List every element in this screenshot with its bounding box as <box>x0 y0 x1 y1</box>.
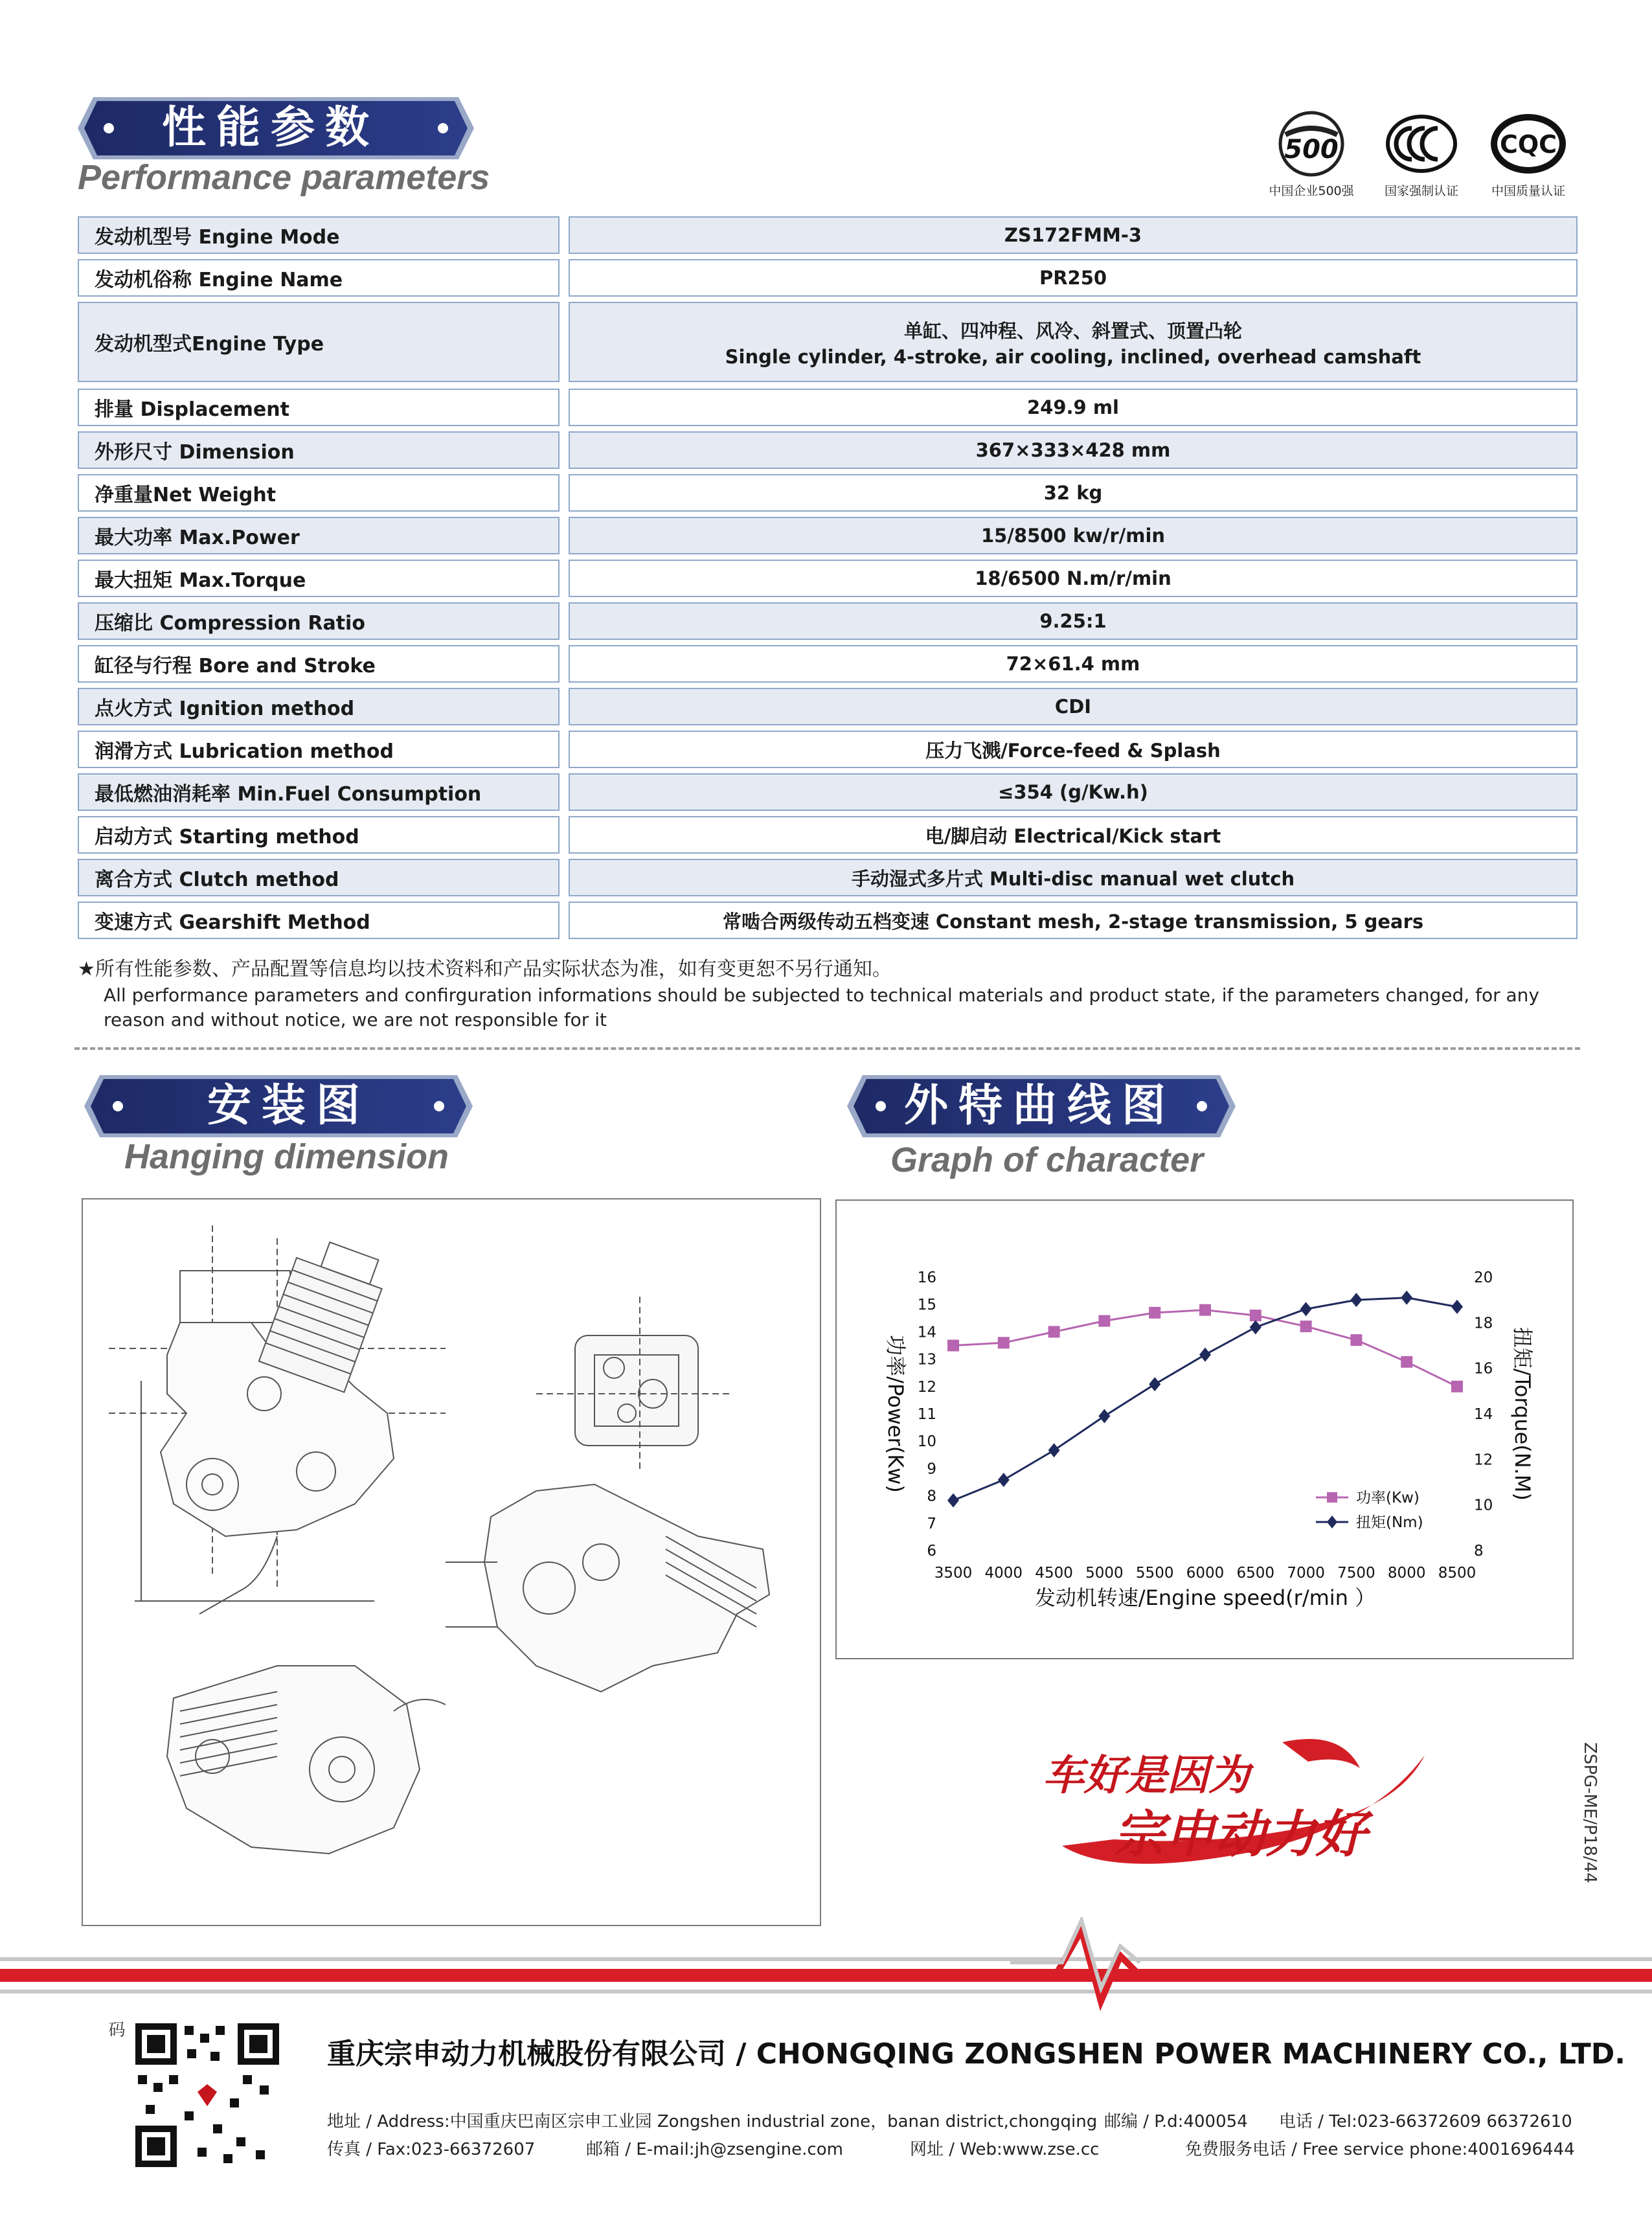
spec-row <box>78 645 1578 683</box>
spec-row <box>78 816 1578 854</box>
x-tick-label: 3500 <box>934 1565 973 1582</box>
data-point-torque <box>1199 1348 1211 1362</box>
spec-label: 离合方式 Clutch method <box>78 859 560 896</box>
cqc-certification-logo-icon <box>1480 109 1577 180</box>
footer-tel: 电话 / Tel:023-66372609 66372610 <box>1279 2112 1572 2131</box>
section-title: 外特曲线图 <box>904 1080 1177 1131</box>
spec-row <box>78 560 1578 597</box>
spec-row <box>78 602 1578 640</box>
cert-logo-cqc <box>1480 109 1577 199</box>
x-tick-label: 4500 <box>1035 1565 1073 1582</box>
y2-tick-label: 12 <box>1474 1451 1493 1469</box>
spec-value: 249.9 ml <box>569 389 1578 426</box>
spec-label: 变速方式 Gearshift Method <box>78 902 560 939</box>
x-tick-label: 7500 <box>1337 1565 1375 1582</box>
section-title: 安装图 <box>207 1080 371 1131</box>
data-point-power <box>1401 1356 1412 1368</box>
spec-value: 压力飞溅/Force-feed & Splash <box>569 731 1578 768</box>
data-point-torque <box>1350 1293 1362 1307</box>
spec-value: 18/6500 N.m/r/min <box>569 560 1578 597</box>
spec-row <box>78 902 1578 939</box>
qr-caption: 码 <box>106 2021 125 2038</box>
y-tick-label: 8 <box>927 1488 936 1505</box>
spec-row <box>78 517 1578 554</box>
spec-row <box>78 688 1578 725</box>
y2-axis-label: 扭矩/Torque(N.M) <box>1510 1326 1535 1501</box>
wechat-qr-code-icon <box>133 2021 282 2170</box>
data-point-torque <box>1149 1377 1160 1391</box>
spec-value: PR250 <box>569 259 1578 297</box>
disclaimer-en-line2: reason and without notice, we are not responsible for it <box>104 1009 607 1030</box>
y-tick-label: 7 <box>927 1515 936 1532</box>
engine-performance-chart <box>837 1201 1572 1658</box>
spec-value: 32 kg <box>569 474 1578 512</box>
y-tick-label: 12 <box>917 1378 936 1396</box>
spec-value-en: Single cylinder, 4-stroke, air cooling, inclined, overhead camshaft <box>725 345 1421 368</box>
brand-slogan <box>1036 1729 1451 1878</box>
side-code: ZSPG-ME/P18/44 <box>1580 1742 1600 1883</box>
data-point-power <box>1048 1326 1060 1337</box>
footer-web: 网址 / Web:www.zse.cc <box>910 2140 1100 2159</box>
data-point-power <box>1250 1310 1262 1321</box>
data-point-torque <box>1451 1300 1463 1314</box>
y-tick-label: 14 <box>917 1324 936 1341</box>
legend-label: 扭矩(Nm) <box>1356 1514 1423 1531</box>
spec-label: 启动方式 Starting method <box>78 816 560 854</box>
spec-label: 最大功率 Max.Power <box>78 517 560 554</box>
cert-caption: 国家强制认证 <box>1384 184 1458 198</box>
data-point-torque <box>1300 1302 1312 1316</box>
spec-row <box>78 731 1578 768</box>
data-point-torque <box>1098 1409 1110 1424</box>
y-tick-label: 10 <box>917 1433 936 1451</box>
cert-badge-text: CQC <box>1499 130 1557 159</box>
data-point-torque <box>1048 1443 1060 1457</box>
footer-fax: 传真 / Fax:023-66372607 <box>327 2140 536 2159</box>
spec-row <box>78 216 1578 254</box>
spec-value: 常啮合两级传动五档变速 Constant mesh, 2-stage transmission, 5 gears <box>569 902 1578 939</box>
spec-label: 点火方式 Ignition method <box>78 688 560 725</box>
spec-label: 排量 Displacement <box>78 389 560 426</box>
data-point-torque <box>998 1473 1010 1487</box>
legend-marker <box>1327 1516 1337 1528</box>
spec-label: 缸径与行程 Bore and Stroke <box>78 645 560 683</box>
section-subtitle: Graph of character <box>890 1141 1204 1179</box>
spec-row <box>78 859 1578 896</box>
spec-label: 外形尺寸 Dimension <box>78 431 560 469</box>
data-point-power <box>998 1337 1010 1348</box>
x-tick-label: 8500 <box>1438 1565 1477 1582</box>
data-point-power <box>947 1340 959 1352</box>
x-tick-label: 7000 <box>1287 1565 1325 1582</box>
x-tick-label: 6000 <box>1186 1565 1225 1582</box>
spec-value: 72×61.4 mm <box>569 645 1578 683</box>
section-subtitle: Performance parameters <box>78 158 490 197</box>
company-name: 重庆宗申动力机械股份有限公司 / CHONGQING ZONGSHEN POWER MACHINERY CO., LTD. <box>327 2038 1625 2071</box>
spec-value: CDI <box>569 688 1578 725</box>
x-tick-label: 4000 <box>984 1565 1023 1582</box>
data-point-torque <box>1250 1320 1262 1334</box>
series-line-2 <box>953 1298 1457 1501</box>
y-tick-label: 6 <box>927 1543 936 1560</box>
spec-label: 发动机俗称 Engine Name <box>78 259 560 297</box>
spec-label: 发动机型式Engine Type <box>78 302 560 382</box>
y2-tick-label: 8 <box>1474 1543 1484 1560</box>
section-title: 性能参数 <box>162 102 380 153</box>
cert-badge-text: 500 <box>1284 135 1339 165</box>
data-point-power <box>1300 1321 1312 1332</box>
footer-heartbeat-band <box>0 1917 1652 2021</box>
data-point-power <box>1199 1304 1211 1316</box>
spec-value-cn: 单缸、四冲程、风冷、斜置式、顶置凸轮 <box>903 319 1242 342</box>
spec-value: 电/脚启动 Electrical/Kick start <box>569 816 1578 854</box>
legend-marker <box>1327 1492 1337 1503</box>
footer-service-phone: 免费服务电话 / Free service phone:4001696444 <box>1185 2140 1575 2159</box>
section-divider <box>74 1047 1580 1050</box>
spec-value: 15/8500 kw/r/min <box>569 517 1578 554</box>
ccc-certification-logo-icon <box>1373 109 1470 180</box>
data-point-power <box>1149 1307 1160 1319</box>
slogan-line2: 宗申动力好 <box>1114 1806 1367 1864</box>
x-axis-label: 发动机转速/Engine speed(r/min ） <box>1034 1585 1376 1610</box>
data-point-power <box>1451 1381 1463 1392</box>
disclaimer-en-line1: All performance parameters and confirguration informations should be subjected to technical materials and product state, if the parameters changed, for any <box>104 984 1539 1006</box>
x-tick-label: 5500 <box>1135 1565 1174 1582</box>
x-tick-label: 5000 <box>1085 1565 1124 1582</box>
slogan-line1: 车好是因为 <box>1043 1752 1250 1800</box>
y2-tick-label: 20 <box>1474 1269 1493 1286</box>
footer-postcode: 邮编 / P.d:400054 <box>1104 2112 1248 2131</box>
spec-row <box>78 431 1578 469</box>
y2-tick-label: 16 <box>1474 1360 1493 1378</box>
spec-row <box>78 302 1578 382</box>
spec-label: 最大扭矩 Max.Torque <box>78 560 560 597</box>
spec-value <box>569 302 1578 382</box>
spec-label: 发动机型号 Engine Mode <box>78 216 560 254</box>
y-tick-label: 11 <box>917 1406 936 1423</box>
y-tick-label: 13 <box>917 1351 936 1369</box>
x-tick-label: 6500 <box>1236 1565 1275 1582</box>
footer-email: 邮箱 / E-mail:jh@zsengine.com <box>586 2140 843 2159</box>
spec-label: 压缩比 Compression Ratio <box>78 602 560 640</box>
hanging-dimension-drawing <box>82 1198 821 1926</box>
data-point-power <box>1098 1315 1110 1327</box>
y2-tick-label: 18 <box>1474 1315 1493 1332</box>
y2-tick-label: 14 <box>1474 1406 1493 1423</box>
character-graph-panel <box>835 1199 1574 1659</box>
x-tick-label: 8000 <box>1387 1565 1426 1582</box>
section-banner-performance <box>78 97 474 159</box>
spec-value: ZS172FMM-3 <box>569 216 1578 254</box>
spec-label: 净重量Net Weight <box>78 474 560 512</box>
spec-row <box>78 474 1578 512</box>
cert-logo-500 <box>1263 109 1360 199</box>
china-top500-logo-icon <box>1263 109 1360 180</box>
y-tick-label: 9 <box>927 1460 936 1478</box>
spec-value: 9.25:1 <box>569 602 1578 640</box>
spec-value: ≤354 (g/Kw.h) <box>569 773 1578 811</box>
section-subtitle: Hanging dimension <box>124 1137 449 1176</box>
spec-label: 最低燃油消耗率 Min.Fuel Consumption <box>78 773 560 811</box>
spec-label: 润滑方式 Lubrication method <box>78 731 560 768</box>
y-axis-label: 功率/Power(Kw) <box>883 1335 908 1493</box>
section-banner-graph <box>847 1075 1236 1137</box>
data-point-torque <box>1401 1291 1412 1305</box>
cert-caption: 中国企业500强 <box>1269 184 1354 198</box>
engine-technical-drawing-icon <box>83 1199 820 1925</box>
data-point-torque <box>947 1493 959 1508</box>
spec-row <box>78 773 1578 811</box>
y2-tick-label: 10 <box>1474 1497 1493 1514</box>
y-tick-label: 15 <box>917 1297 936 1314</box>
y-tick-label: 16 <box>917 1269 936 1286</box>
data-point-power <box>1350 1334 1362 1346</box>
spec-value: 手动湿式多片式 Multi-disc manual wet clutch <box>569 859 1578 896</box>
spec-row <box>78 259 1578 297</box>
cert-caption: 中国质量认证 <box>1491 184 1565 198</box>
spec-value: 367×333×428 mm <box>569 431 1578 469</box>
cert-logo-ccc <box>1373 109 1470 199</box>
section-banner-hanging <box>84 1075 473 1137</box>
disclaimer-cn: ★所有性能参数、产品配置等信息均以技术资料和产品实际状态为准，如有变更恕不另行通知。 <box>78 958 892 981</box>
footer-address: 地址 / Address:中国重庆巴南区宗申工业园 Zongshen industrial zone，banan district,chongqing <box>327 2112 1098 2131</box>
spec-row <box>78 389 1578 426</box>
legend-label: 功率(Kw) <box>1356 1490 1420 1506</box>
